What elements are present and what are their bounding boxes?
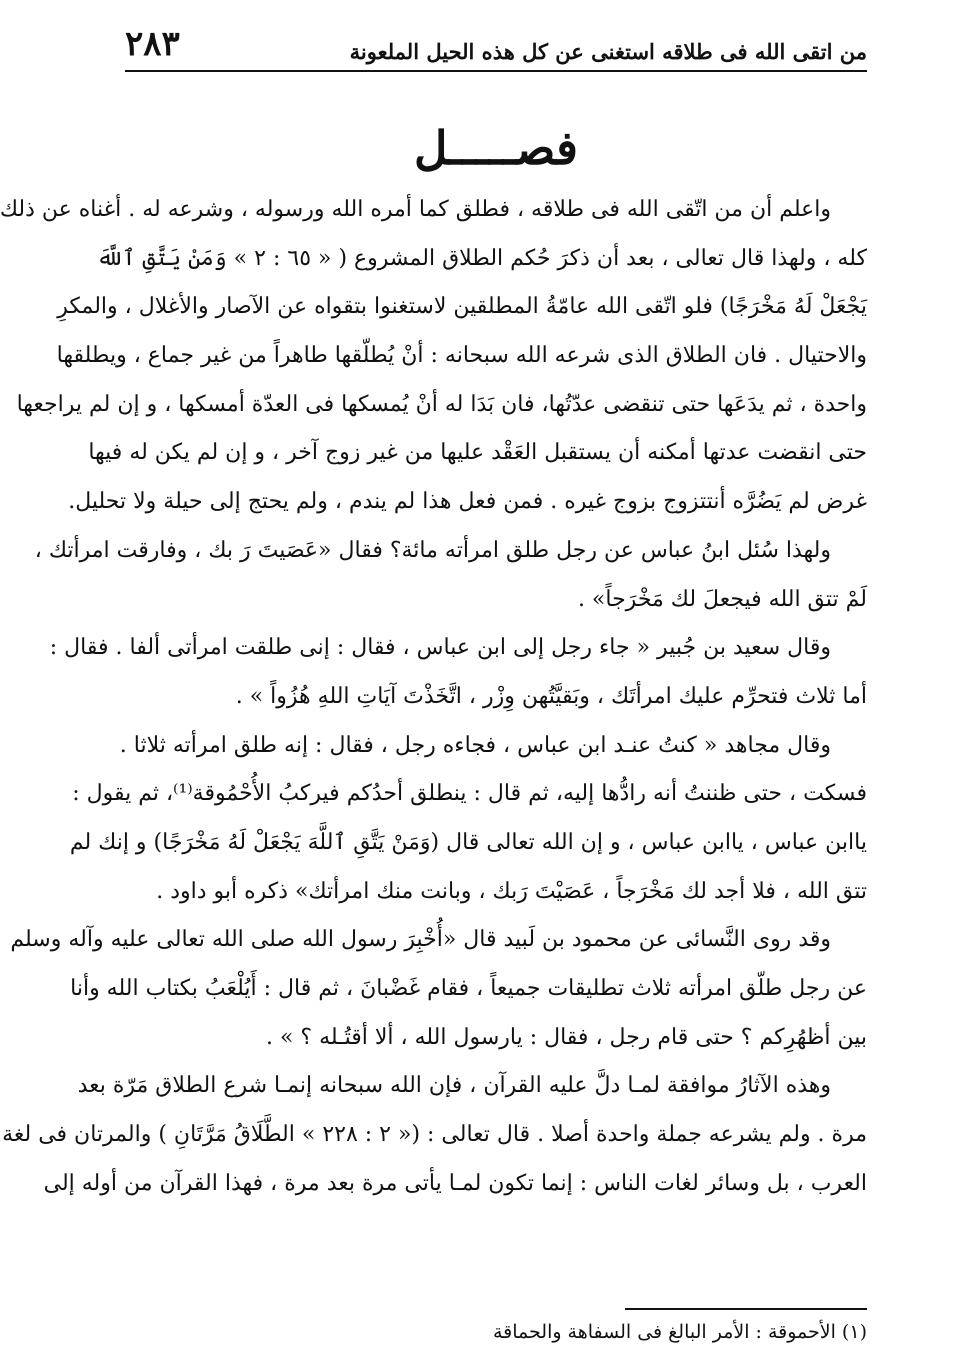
text-line: بين أظهُرِكم ؟ حتى قام رجل ، فقال : يارسول الله ، ألا أقتُـله ؟ » . (265, 1024, 867, 1050)
body-text (0, 186, 867, 1208)
text-line: حتى انقضت عدتها أمكنه أن يستقبل العَقْد عليها من غير زوج آخر ، و إن لم يكن له فيها (88, 440, 867, 466)
text-line: واعلم أن من اتّقى الله فى طلاقه ، فطلق كما أمره الله ورسوله ، وشرعه له . أغناه عن ذلك (0, 197, 831, 222)
running-header-title: من اتقى الله فى طلاقه استغنى عن كل هذه الحيل الملعونة (349, 39, 867, 64)
text-line: وهذه الآثارُ موافقة لمـا دلَّ عليه القرآن ، فإن الله سبحانه إنمـا شرع الطلاق مَرّة بعد (77, 1073, 831, 1099)
text-line: وقال مجاهد « كنتُ عنـد ابن عباس ، فجاءه رجل ، فقال : إنه طلق امرأته ثلاثا . (119, 732, 831, 758)
running-header (125, 10, 867, 72)
text-line: وقد روى النَّسائى عن محمود بن لَبيد قال «أُخْبِرَ رسول الله صلى الله تعالى عليه وآله وسلم (10, 927, 831, 953)
text-line: فسكت ، حتى ظننتُ أنه رادُّها إليه، ثم قال : ينطلق أحدُكم فيركبُ الأُحْمُوقة⁽¹⁾، ثم يقول : (72, 781, 867, 807)
page-number: ٢٨٣ (125, 24, 180, 64)
text-line: مرة . ولم يشرعه جملة واحدة أصلا . قال تعالى : (« ٢ : ٢٢٨ » الطَّلَاقُ مَرَّتَانِ ) والمرتان فى لغة (2, 1122, 867, 1148)
text-line: كله ، ولهذا قال تعالى ، بعد أن ذكرَ حُكم الطلاق المشروع ( « ٦٥ : ٢ » وَمَنْ يَتَّقِ ٱللَّهَ (96, 245, 867, 271)
text-line: وقال سعيد بن جُبير « جاء رجل إلى ابن عباس ، فقال : إنى طلقت امرأتى ألفا . فقال : (49, 635, 831, 661)
section-heading: فصـــــل (413, 121, 579, 175)
text-line: العرب ، بل وسائر لغات الناس : إنما تكون لمـا يأتى مرة بعد مرة ، فهذا القرآن من أوله إلى (43, 1170, 867, 1196)
footnote: (١) الأحموقة : الأمر البالغ فى السفاهة والحماقة (492, 1321, 867, 1343)
text-line: ولهذا سُئل ابنُ عباس عن رجل طلق امرأته مائة؟ فقال «عَصَيتَ رَ بك ، وفارقت امرأتك ، (34, 537, 831, 563)
text-line: والاحتيال . فان الطلاق الذى شرعه الله سبحانه : أنْ يُطلّقها طاهراً من غير جماع ، ويطلقها (56, 343, 867, 369)
text-line: واحدة ، ثم يدَعَها حتى تنقضى عدّتُها، فان بَدَا له أنْ يُمسكها فى العدّة أمسكها ، و إن لم يراجعها (16, 391, 867, 417)
text-line: عن رجل طلّق امرأته ثلاث تطليقات جميعاً ، فقام غَضْبانَ ، ثم قال : أَيُلْعَبُ بكتاب الله وأنا (70, 976, 867, 1001)
text-line: يَجْعَلْ لَهُ مَخْرَجًا) فلو اتّقى الله عامّةُ المطلقين لاستغنوا بتقواه عن الآصار والأغلال ، والمكرِ (57, 294, 867, 320)
text-line: ياابن عباس ، ياابن عباس ، و إن الله تعالى قال (وَمَنْ يَتَّقِ ٱللَّهَ يَجْعَلْ لَهُ مَخْرَجًا) و إنك لم (69, 829, 867, 855)
text-line: تتق الله ، فلا أجد لك مَخْرَجاً ، عَصَيْتَ رَبك ، وبانت منك امرأتك» ذكره أبو داود . (156, 878, 867, 904)
text-line: أما ثلاث فتحرِّم عليك امرأتَك ، وبَقيَّتُهن وِزْر ، اتَّخَذْتَ آيَاتِ اللهِ هُزُواً » . (235, 683, 867, 709)
text-line: غرض لم يَضُرَّه أنتتزوج بزوج غيره . فمن فعل هذا لم يندم ، ولم يحتج إلى حيلة ولا تحليل. (68, 489, 867, 515)
text-line: لَمْ تتق الله فيجعلَ لك مَخْرَجاً» . (577, 586, 867, 612)
footnote-divider (625, 1308, 867, 1310)
